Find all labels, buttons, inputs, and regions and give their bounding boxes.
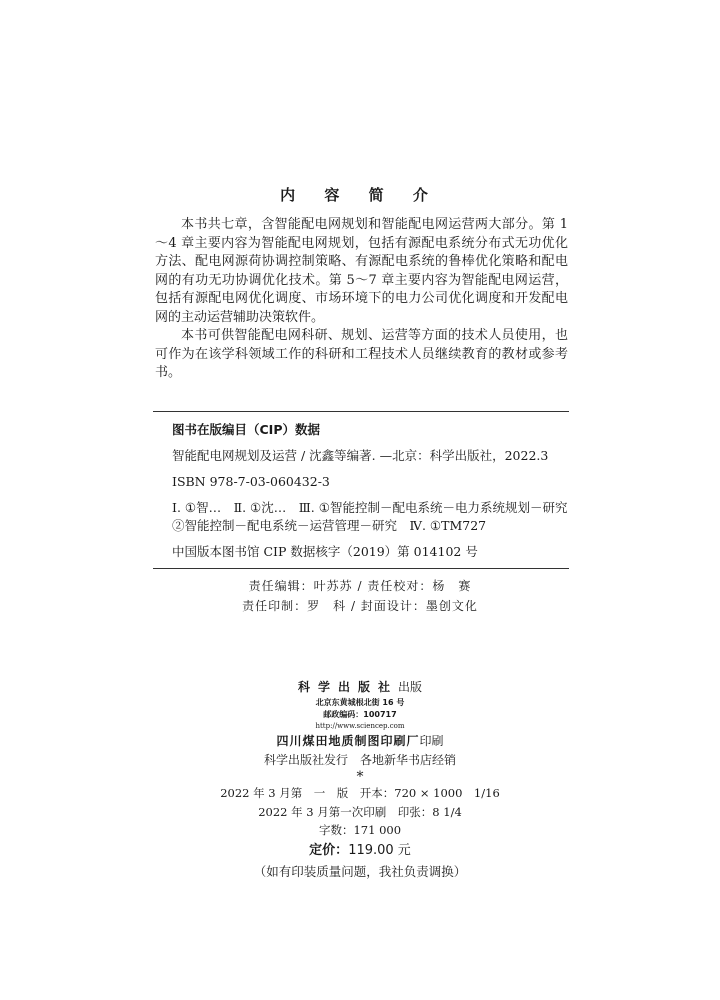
cip-heading: 图书在版编目（CIP）数据 <box>172 422 320 437</box>
editor-credits-line: 责任编辑：叶苏苏 / 责任校对：杨 赛 <box>248 579 472 593</box>
publisher-postcode: 邮政编码：100717 <box>323 710 397 719</box>
publisher-address: 北京东黄城根北街 16 号 <box>315 698 405 707</box>
printer-line <box>0 732 720 751</box>
publisher-url: http://www.sciencep.com <box>315 722 405 730</box>
quality-notice: （如有印装质量问题，我社负责调换） <box>253 863 467 879</box>
price-label: 定价： <box>309 842 349 858</box>
price-value: 119.00 元 <box>348 842 411 858</box>
editor-credits <box>0 576 720 616</box>
printer-name: 四川煤田地质制图印刷厂 <box>276 734 420 748</box>
cip-classification: Ⅰ. ①智… Ⅱ. ①沈… Ⅲ. ①智能控制－配电系统－电力系统规划－研究 ②智能控制－配电系统－运营管理－研究 Ⅳ. ①TM727 <box>172 500 580 533</box>
separator-star: * <box>356 769 364 785</box>
cip-top-divider <box>153 411 569 412</box>
cip-isbn: ISBN 978-7-03-060432-3 <box>172 474 330 489</box>
publication-info <box>0 678 720 882</box>
summary-paragraph: 本书可供智能配电网科研、规划、运营等方面的技术人员使用，也可作为在该学科领域工作的科研和工程技术人员继续教育的教材或参考书。 <box>155 328 568 380</box>
summary-title: 内 容 简 介 <box>280 186 440 204</box>
summary-paragraph: 本书共七章，含智能配电网规划和智能配电网运营两大部分。第 1～4 章主要内容为智能配电网规划，包括有源配电系统分布式无功优化方法、配电网源荷协调控制策略、有源配电系统的鲁棒优化策略和配电网的有功无功协调优化技术。第 5～7 章主要内容为智能配电网运营，包括有源配电网优化调度、市场环境下的电力公司优化调度和开发配电网的主动运营辅助决策软件。 <box>155 217 568 325</box>
printer-suffix: 印刷 <box>419 734 444 748</box>
publisher-line <box>0 678 720 697</box>
printing-line: 2022 年 3 月第一次印刷 印张：8 1/4 <box>258 804 462 819</box>
cip-data-block <box>172 421 580 561</box>
price-line <box>0 840 720 862</box>
editor-credits-line: 责任印制：罗 科 / 封面设计：墨创文化 <box>242 599 478 613</box>
cip-record: 智能配电网规划及运营 / 沈鑫等编著. —北京：科学出版社，2022.3 <box>172 448 549 463</box>
edition-line: 2022 年 3 月第 一 版 开本：720 × 1000 1/16 <box>220 786 500 800</box>
cip-bottom-divider <box>153 568 569 569</box>
cip-library-record: 中国版本图书馆 CIP 数据核字（2019）第 014102 号 <box>172 544 478 559</box>
distribution-line: 科学出版社发行 各地新华书店经销 <box>263 753 456 767</box>
publisher-name-suffix: 出版 <box>398 680 423 694</box>
word-count: 字数：171 000 <box>318 823 402 837</box>
summary-body <box>155 216 568 383</box>
publisher-name: 科学出版社 <box>297 680 398 694</box>
